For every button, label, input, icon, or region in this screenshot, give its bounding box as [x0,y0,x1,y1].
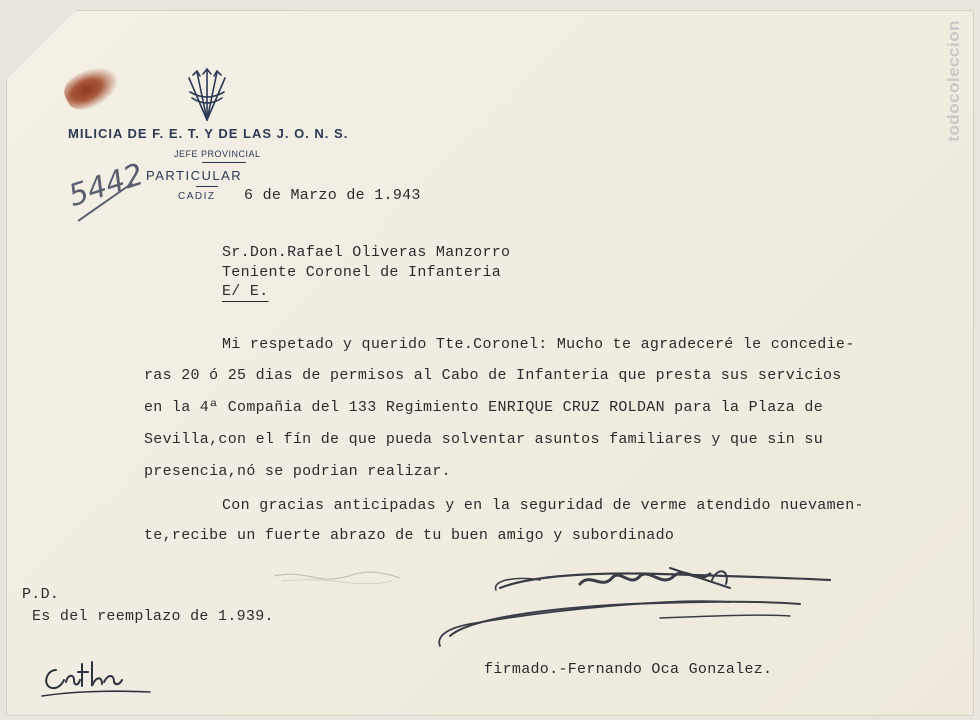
letterhead-organization: MILICIA DE F. E. T. Y DE LAS J. O. N. S. [68,126,349,141]
folded-corner [6,10,76,80]
handwritten-initials [38,656,158,706]
postscript-label: P.D. [22,586,60,603]
watermark: todocoleccion [944,20,963,142]
letter-sheet [6,10,974,716]
faded-stamp-marks [272,566,402,586]
signatory-line: firmado.-Fernando Oca Gonzalez. [484,661,773,678]
body-line: presencia,nó se podrian realizar. [144,463,451,480]
letterhead-particular: PARTICULAR [146,168,243,183]
handwritten-reference-number: 5442 [64,157,148,214]
letterhead-office: JEFE PROVINCIAL [174,149,261,159]
body-line: en la 4ª Compañia del 133 Regimiento ENRIQUE CRUZ ROLDAN para la Plaza de [144,399,824,416]
letterhead-city: CADIZ [178,191,216,202]
body-line: ras 20 ó 25 dias de permisos al Cabo de Infanteria que presta sus servicios [144,367,842,384]
body-line: Mi respetado y querido Tte.Coronel: Mucho te agradeceré le concedie- [222,336,855,353]
letterhead-divider [202,162,246,163]
recipient-name: Sr.Don.Rafael Oliveras Manzorro [222,244,511,261]
handwritten-signature [430,558,840,654]
letterhead-divider-small [196,186,218,187]
letter-date: 6 de Marzo de 1.943 [244,187,421,204]
recipient-rank: Teniente Coronel de Infanteria [222,264,502,281]
body-line: Sevilla,con el fín de que pueda solventar asuntos familiares y que sin su [144,431,824,448]
body-line: te,recibe un fuerte abrazo de tu buen amigo y subordinado [144,527,675,544]
yoke-and-arrows-emblem-icon [184,66,230,122]
postscript-text: Es del reemplazo de 1.939. [32,608,274,625]
body-line: Con gracias anticipadas y en la seguridad de verme atendido nuevamen- [222,497,864,514]
recipient-routing: E/ E. [222,283,269,300]
